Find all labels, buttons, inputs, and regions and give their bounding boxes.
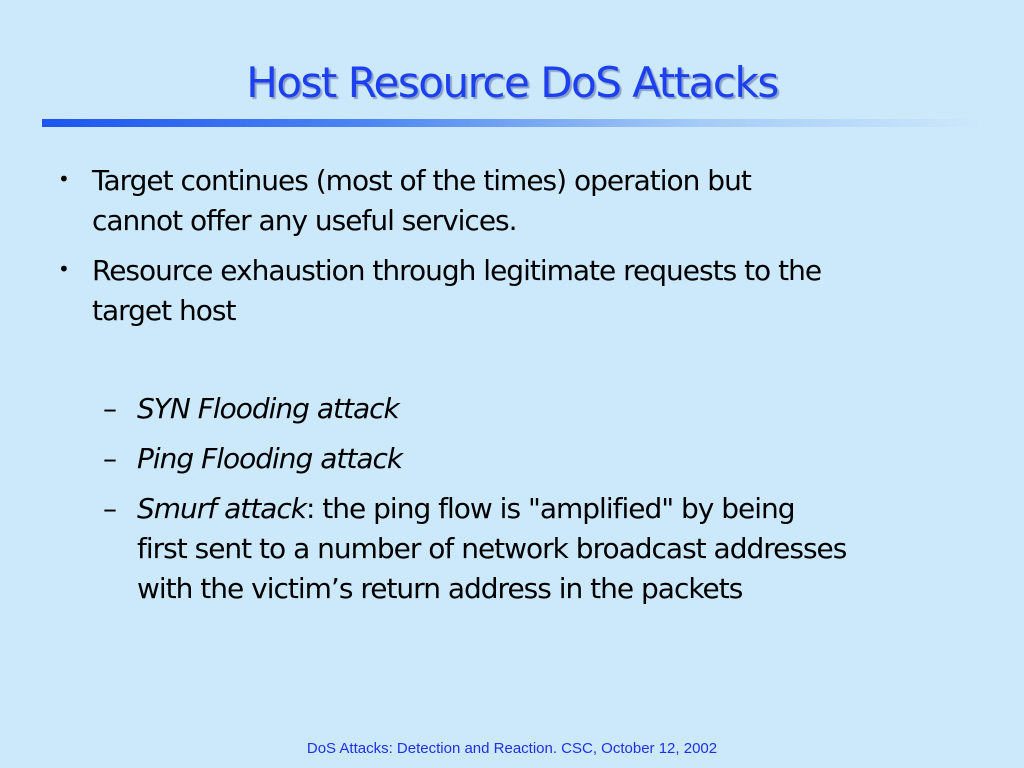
- sub-bullet-text: [137, 439, 987, 479]
- slide-title: Host Resource DoS Attacks: [246, 58, 778, 107]
- sub-bullet-emphasis: Smurf attack: [137, 492, 306, 525]
- bullet-marker: •: [58, 167, 70, 191]
- bullet-marker: •: [58, 257, 70, 281]
- bullet-text: Target continues (most of the times) operation but cannot offer any useful services.: [92, 164, 751, 237]
- slide-footer: DoS Attacks: Detection and Reaction. CSC, October 12, 2002: [306, 740, 718, 757]
- sub-bullet-marker: –: [103, 492, 117, 525]
- sub-bullet-emphasis: SYN Flooding attack: [137, 392, 399, 425]
- sub-bullet-marker: –: [103, 442, 117, 475]
- sub-bullet-rest: : the ping flow is "amplified" by being first sent to a number of network broadcast addresses with the victim’s return address in the packets: [137, 492, 847, 605]
- sub-bullet-emphasis: Ping Flooding attack: [137, 442, 403, 475]
- bullet-text: Resource exhaustion through legitimate requests to the target host: [92, 254, 822, 327]
- sub-bullet-text: [137, 489, 987, 609]
- sub-bullet-text: [137, 389, 987, 429]
- sub-bullet-marker: –: [103, 392, 117, 425]
